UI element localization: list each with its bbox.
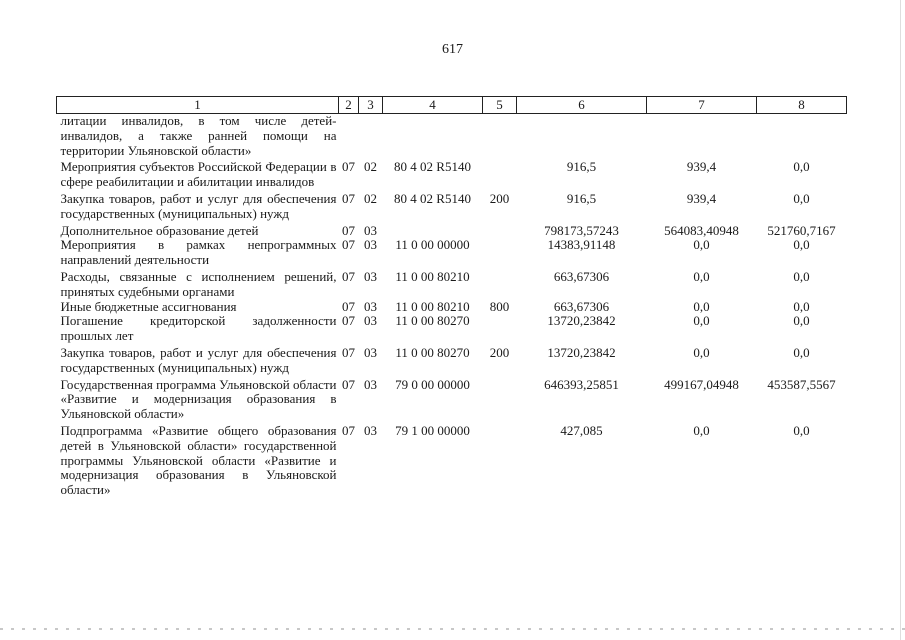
col-header-amount-3: 8 — [757, 97, 847, 114]
row-subsection: 03 — [364, 268, 377, 284]
row-section: 07 — [342, 313, 355, 329]
row-name: Иные бюджетные ассигнования — [60, 298, 237, 314]
row-target-code: 79 1 00 00000 — [395, 422, 470, 438]
row-amount-3: 0,0 — [793, 268, 810, 284]
row-expense-type — [483, 314, 517, 344]
table-row — [57, 222, 847, 239]
row-amount-2: 564083,40948 — [664, 222, 739, 238]
row-amount-2: 0,0 — [693, 422, 710, 438]
row-target-code — [383, 114, 483, 159]
row-section: 07 — [342, 237, 355, 253]
row-section: 07 — [342, 222, 355, 238]
row-name: Закупка товаров, работ и услуг для обеспечения государственных (муниципальных) нужд — [60, 344, 337, 375]
row-name: Подпрограмма «Развитие общего образования детей в Ульяновской области» государственной программы Ульяновской области «Развитие и модернизация образования в Ульяновской области» — [60, 422, 337, 498]
row-expense-type — [483, 158, 517, 190]
col-header-amount-1: 6 — [517, 97, 647, 114]
scan-edge-line — [900, 0, 901, 640]
row-section: 07 — [342, 422, 355, 438]
row-subsection: 03 — [364, 298, 377, 314]
row-amount-3: 521760,7167 — [767, 222, 836, 238]
row-amount-1: 798173,57243 — [544, 222, 619, 238]
scan-noise-strip — [0, 628, 905, 630]
row-expense-type: 800 — [489, 298, 510, 314]
table-row — [57, 314, 847, 344]
row-target-code: 11 0 00 80270 — [395, 313, 470, 329]
row-expense-type: 200 — [489, 344, 510, 360]
page-number: 617 — [442, 42, 463, 57]
row-expense-type — [483, 422, 517, 498]
row-amount-1: 14383,91148 — [547, 237, 616, 253]
row-target-code: 11 0 00 80210 — [395, 298, 470, 314]
col-header-section: 2 — [339, 97, 359, 114]
col-header-name: 1 — [57, 97, 339, 114]
row-subsection — [359, 114, 383, 159]
row-expense-type — [483, 268, 517, 300]
row-amount-3 — [757, 114, 847, 159]
row-subsection: 03 — [364, 313, 377, 329]
row-amount-3: 0,0 — [793, 422, 810, 438]
row-amount-1: 13720,23842 — [547, 344, 616, 360]
table-row — [57, 190, 847, 222]
row-amount-2: 0,0 — [693, 237, 710, 253]
row-subsection: 02 — [364, 190, 377, 206]
row-amount-3: 0,0 — [793, 313, 810, 329]
row-section: 07 — [342, 268, 355, 284]
row-subsection: 03 — [364, 376, 377, 392]
row-subsection: 02 — [364, 159, 377, 175]
col-header-subsection: 3 — [359, 97, 383, 114]
table-row — [57, 376, 847, 422]
row-target-code: 80 4 02 R5140 — [394, 190, 471, 206]
row-subsection: 03 — [364, 222, 377, 238]
row-section — [339, 114, 359, 159]
col-header-amount-2: 7 — [647, 97, 757, 114]
row-expense-type — [483, 376, 517, 422]
table-row — [57, 114, 847, 159]
column-number-header-row — [57, 97, 847, 114]
row-amount-2: 499167,04948 — [664, 376, 739, 392]
row-amount-3: 0,0 — [793, 190, 810, 206]
row-amount-1 — [517, 114, 647, 159]
row-section: 07 — [342, 376, 355, 392]
row-target-code — [383, 222, 483, 239]
col-header-expense-type: 5 — [483, 97, 517, 114]
row-section: 07 — [342, 190, 355, 206]
row-target-code: 79 0 00 00000 — [395, 376, 470, 392]
table-row — [57, 238, 847, 268]
row-amount-1: 916,5 — [566, 159, 597, 175]
row-name: литации инвалидов, в том числе детей-инвалидов, а также ранней помощи на территории Ульяновской области» — [60, 113, 337, 158]
row-expense-type: 200 — [489, 190, 510, 206]
row-amount-2: 0,0 — [693, 268, 710, 284]
table-row — [57, 300, 847, 315]
row-section: 07 — [342, 298, 355, 314]
row-amount-3: 0,0 — [793, 344, 810, 360]
row-amount-2: 939,4 — [686, 190, 717, 206]
row-expense-type — [483, 238, 517, 268]
row-section: 07 — [342, 344, 355, 360]
row-amount-2: 939,4 — [686, 159, 717, 175]
row-amount-2: 0,0 — [693, 313, 710, 329]
row-expense-type — [483, 114, 517, 159]
row-subsection: 03 — [364, 422, 377, 438]
col-header-target-code: 4 — [383, 97, 483, 114]
row-name: Погашение кредиторской задолженности прошлых лет — [60, 313, 337, 344]
row-name: Расходы, связанные с исполнением решений, принятых судебными органами — [60, 268, 337, 299]
table-row — [57, 422, 847, 498]
row-amount-2 — [647, 114, 757, 159]
table-row — [57, 268, 847, 300]
row-amount-3: 0,0 — [793, 237, 810, 253]
row-subsection: 03 — [364, 344, 377, 360]
row-amount-3: 453587,5567 — [767, 376, 836, 392]
row-amount-1: 427,085 — [560, 422, 603, 438]
table-row — [57, 158, 847, 190]
row-amount-1: 13720,23842 — [547, 313, 616, 329]
row-amount-1: 916,5 — [566, 190, 597, 206]
row-amount-1: 663,67306 — [553, 298, 610, 314]
row-name: Закупка товаров, работ и услуг для обеспечения государственных (муниципальных) нужд — [60, 190, 337, 221]
row-name: Мероприятия в рамках непрограммных направлений деятельности — [60, 237, 337, 268]
row-expense-type — [483, 222, 517, 239]
row-name: Государственная программа Ульяновской области «Развитие и модернизация образования в Ульяновской области» — [60, 376, 337, 422]
row-amount-3: 0,0 — [793, 159, 810, 175]
row-name: Мероприятия субъектов Российской Федерации в сфере реабилитации и абилитации инвалидов — [60, 159, 337, 190]
row-amount-2: 0,0 — [693, 344, 710, 360]
row-target-code: 11 0 00 80210 — [395, 268, 470, 284]
row-amount-3: 0,0 — [793, 298, 810, 314]
table-row — [57, 344, 847, 376]
row-target-code: 80 4 02 R5140 — [394, 159, 471, 175]
row-section: 07 — [342, 159, 355, 175]
row-subsection: 03 — [364, 237, 377, 253]
row-amount-1: 646393,25851 — [544, 376, 619, 392]
row-amount-1: 663,67306 — [553, 268, 610, 284]
budget-table — [56, 96, 847, 498]
row-target-code: 11 0 00 00000 — [395, 237, 470, 253]
row-target-code: 11 0 00 80270 — [395, 344, 470, 360]
row-amount-2: 0,0 — [693, 298, 710, 314]
row-name: Дополнительное образование детей — [60, 222, 259, 238]
